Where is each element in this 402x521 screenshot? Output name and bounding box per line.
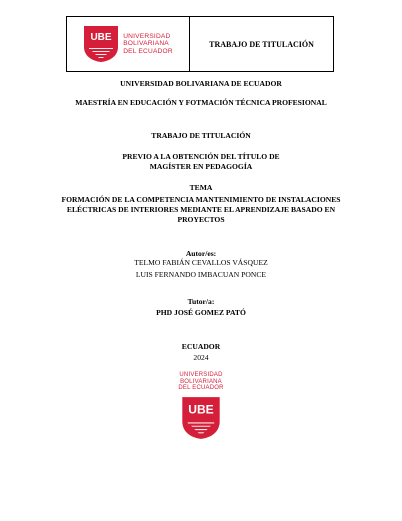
author-name: LUIS FERNANDO IMBACUAN PONCE — [135, 270, 267, 279]
header-logo-line: DEL ECUADOR — [123, 47, 173, 55]
footer-logo-text — [170, 372, 232, 392]
author-name: TELMO FABIÁN CEVALLOS VÁSQUEZ — [134, 258, 268, 267]
header-table — [66, 16, 334, 72]
ube-shield-icon — [181, 396, 221, 440]
theme-label: TEMA — [189, 183, 213, 192]
purpose-line: MAGÍSTER EN PEDAGOGÍA — [149, 162, 253, 171]
work-type: TRABAJO DE TITULACIÓN — [151, 131, 251, 140]
header-title: TRABAJO DE TITULACIÓN — [209, 39, 314, 49]
purpose-line: PREVIO A LA OBTENCIÓN DEL TÍTULO DE — [122, 152, 280, 161]
authors-label: Autor/es: — [185, 249, 217, 258]
theme-line: FORMACIÓN DE LA COMPETENCIA MANTENIMIENTO DE INSTALACIONES — [61, 195, 341, 204]
tutor-label: Tutor/a: — [187, 297, 215, 306]
footer-logo-line: UNIVERSIDAD — [179, 372, 223, 378]
footer-logo-abbr: UBE — [188, 402, 214, 417]
ube-shield-icon — [83, 25, 119, 63]
footer-logo-line: BOLIVARIANA — [180, 378, 222, 385]
year: 2024 — [193, 353, 209, 362]
program-name: MAESTRÍA EN EDUCACIÓN Y FOTMACIÓN TÉCNICA PROFESIONAL — [75, 98, 327, 107]
header-logo — [67, 17, 190, 71]
country: ECUADOR — [181, 342, 221, 351]
header-logo-text — [123, 33, 173, 55]
header-logo-line: BOLIVARIANA — [123, 40, 169, 48]
header-logo-abbr: UBE — [90, 32, 112, 43]
footer-logo-line: DEL ECUADOR — [178, 385, 224, 392]
tutor-name: PHD JOSÉ GOMEZ PATÓ — [156, 308, 246, 317]
university-name: UNIVERSIDAD BOLIVARIANA DE ECUADOR — [120, 79, 282, 88]
theme-line: ELÉCTRICAS DE INTERIORES MEDIANTE EL APRENDIZAJE BASADO EN — [66, 205, 336, 214]
theme-line: PROYECTOS — [177, 215, 225, 224]
footer-logo — [170, 372, 232, 440]
header-logo-line: UNIVERSIDAD — [123, 32, 171, 40]
